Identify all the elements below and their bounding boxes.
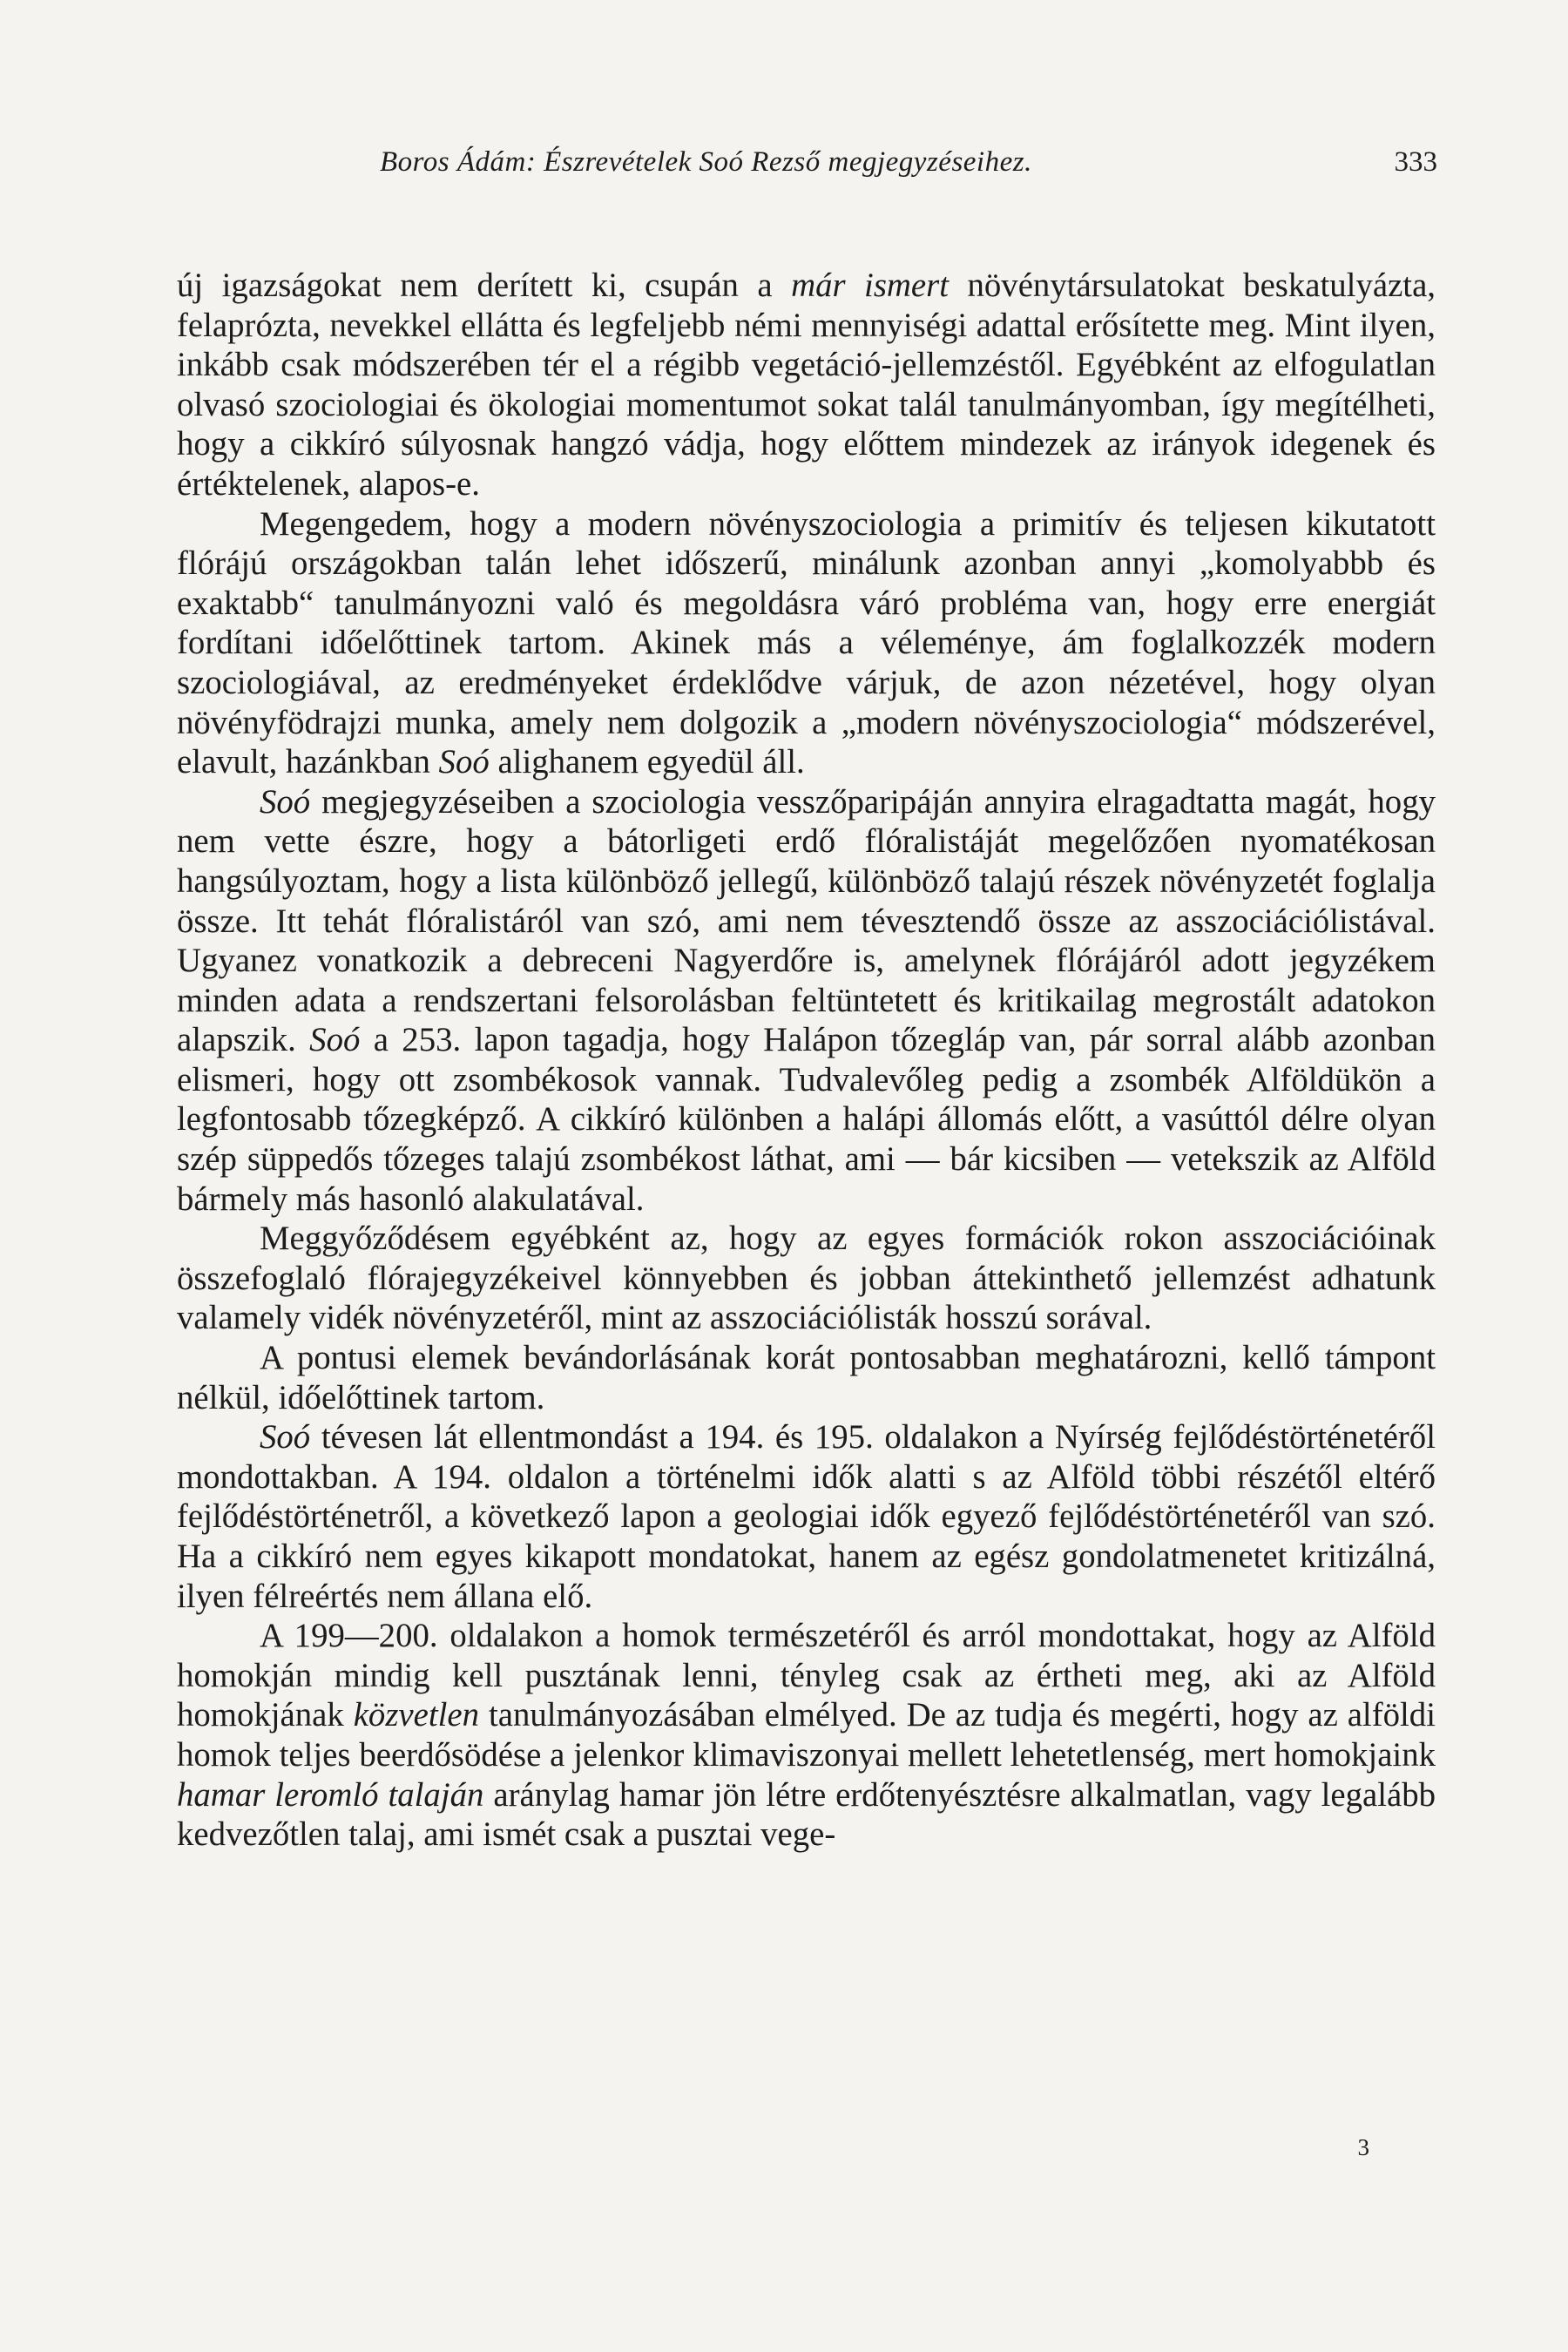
italic-run: hamar leromló talaján — [177, 1775, 484, 1814]
page-number: 333 — [1394, 146, 1437, 178]
text-run: alighanem egyedül áll. — [489, 743, 805, 781]
text-run: A 199—200. oldalakon a homok természetéről és arról mondottakat, hogy az Alföld homokján mindig kell pusztának lenni, tényleg csak az értheti meg, aki az Alföld homokjának — [177, 1617, 1436, 1734]
paragraph — [177, 1219, 1436, 1338]
italic-run: közvetlen — [353, 1696, 480, 1734]
text-run: megjegyzéseiben a szociologia vesszőparipáján annyira elragadtatta magát, hogy nem vette észre, hogy a bátorligeti erdő flóralistáját megelőzően nyomatékosan hangsúlyoztam, hogy a lista különböző jellegű, különböző talajú részek növényzetét foglalja össze. Itt tehát flóralistáról van szó, ami nem tévesztendő össze az asszociációlistával. Ugyanez vonatkozik a debreceni Nagyerdőre is, amelynek flórájáról adott jegyzékem minden adata a rendszertani felsorolásban feltüntetett és kritikailag megrostált adatokon alapszik. — [177, 782, 1436, 1059]
text-run: aránylag hamar jön létre erdőtenyésztésre alkalmatlan, vagy legalább kedvezőtlen talaj, ami ismét csak a pusztai vege- — [177, 1775, 1436, 1854]
paragraph — [177, 1338, 1436, 1417]
text-run: A pontusi elemek bevándorlásának korát pontosabban meghatározni, kellő támpont nélkül, időelőttinek tartom. — [177, 1339, 1436, 1416]
running-head — [174, 146, 1437, 190]
paragraph — [177, 1417, 1436, 1616]
italic-run: Soó — [438, 743, 490, 781]
italic-run: Soó — [260, 782, 311, 821]
text-run: új igazságokat nem derített ki, csupán a — [177, 267, 792, 304]
text-run: Meggyőződésem egyébként az, hogy az egyes formációk rokon asszociációinak összefoglaló flórajegyzékeivel könnyebben és jobban áttekinthető jellemzést adhatunk valamely vidék növényzetéről, mint az asszociációlisták hosszú sorával. — [177, 1220, 1436, 1337]
italic-run: Soó — [309, 1021, 361, 1059]
italic-run: már ismert — [791, 267, 950, 304]
text-run: Megengedem, hogy a modern növényszociologia a primitív és teljesen kikutatott flórájú országokban talán lehet időszerű, minálunk azonban annyi „komolyabbb és exaktabb“ tanulmányozni való és megoldásra váró probléma van, hogy erre energiát fordítani időelőttinek tartom. Akinek más a véleménye, ám foglalkozzék modern szociologiával, az eredményeket érdeklődve várjuk, de azon nézetével, hogy olyan növényfödrajzi munka, amely nem dolgozik a „modern növényszociologia“ módszerével, elavult, hazánkban — [177, 504, 1436, 781]
paragraph — [177, 782, 1436, 1220]
italic-run: Soó — [260, 1418, 311, 1456]
text-run: a 253. lapon tagadja, hogy Halápon tőzegláp van, pár sorral alább azonban elismeri, hogy ott zsombékosok vannak. Tudvalevőleg pedig a zsombék Alföldükön a legfontosabb tőzegképző. A cikkíró különben a halápi állomás előtt, a vasúttól délre olyan szép süppedős tőzeges talajú zsombékost láthat, ami — bár kicsiben — vetekszik az Alföld bármely más hasonló alakulatával. — [177, 1021, 1436, 1218]
paragraph — [177, 504, 1436, 782]
running-title: Boros Ádám: Észrevételek Soó Rezső megjegyzéseihez. — [380, 146, 1032, 178]
paragraph — [177, 1616, 1436, 1855]
signature-mark: 3 — [1357, 2134, 1369, 2160]
body-text — [177, 266, 1436, 1855]
paragraph — [177, 266, 1436, 504]
text-run: tanulmányozásában elmélyed. De az tudja és megérti, hogy az alföldi homok teljes beerdősödése a jelenkor klimaviszonyai mellett lehetetlenség, mert homokjaink — [177, 1696, 1436, 1774]
text-run: tévesen lát ellentmondást a 194. és 195. oldalakon a Nyírség fejlődéstörténetéről mondottakban. A 194. oldalon a történelmi idők alatti s az Alföld többi részétől eltérő fejlődéstörténetről, a következő lapon a geologiai idők egyező fejlődéstörténetéről van szó. Ha a cikkíró nem egyes kikapott mondatokat, hanem az egész gondolatmenetet kritizálná, ilyen félreértés nem állana elő. — [177, 1418, 1436, 1615]
text-run: növénytársulatokat beskatulyázta, felaprózta, nevekkel ellátta és legfeljebb némi mennyiségi adattal erősítette meg. Mint ilyen, inkább csak módszerében tér el a régibb vegetáció-jellemzéstől. Egyébként az elfogulatlan olvasó szociologiai és ökologiai momentumot sokat talál tanulmányomban, így megítélheti, hogy a cikkíró súlyosnak hangzó vádja, hogy előttem mindezek az irányok idegenek és értéktelenek, alapos-e. — [177, 267, 1436, 503]
